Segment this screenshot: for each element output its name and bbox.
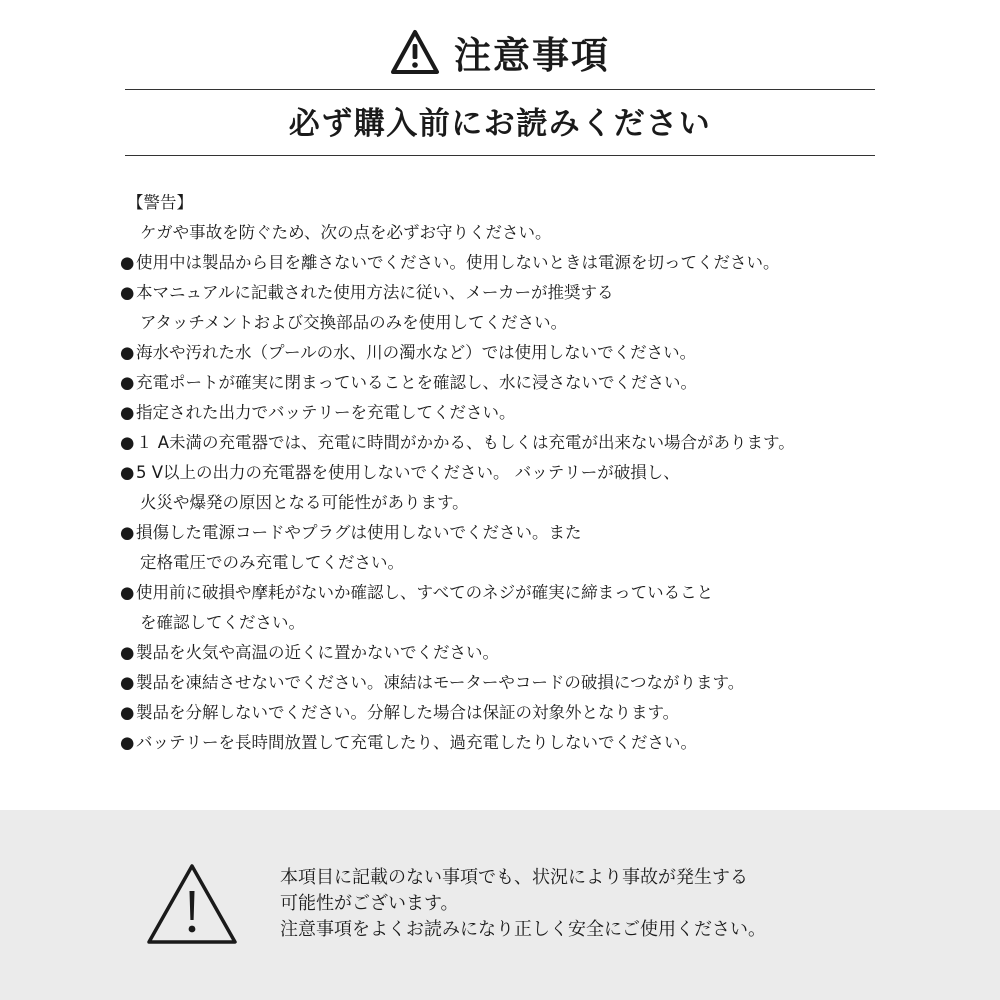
warning-item	[120, 398, 900, 428]
bullet-icon: ●	[120, 463, 135, 482]
warning-text: 製品を分解しないでください。分解した場合は保証の対象外となります。	[136, 703, 680, 722]
warning-text: 製品を火気や高温の近くに置かないでください。	[136, 643, 499, 662]
warning-text: 使用中は製品から目を離さないでください。使用しないときは電源を切ってください。	[136, 253, 780, 272]
bullet-icon: ●	[120, 253, 135, 272]
warning-item-continuation	[120, 308, 900, 338]
page-header	[0, 22, 1000, 82]
warning-item	[120, 578, 900, 608]
warning-text: 海水や汚れた水（プールの水、川の濁水など）では使用しないでください。	[136, 343, 697, 362]
notice-panel	[0, 810, 1000, 1000]
page-subtitle: 必ず購入前にお読みください	[288, 106, 712, 142]
notice-text	[280, 865, 900, 943]
warning-item	[120, 368, 900, 398]
bullet-icon: ●	[120, 673, 135, 692]
bullet-icon: ●	[120, 283, 135, 302]
notice-line: 本項目に記載のない事項でも、状況により事故が発生する	[280, 867, 748, 888]
warning-item	[120, 248, 900, 278]
warning-item	[120, 458, 900, 488]
warning-text: 指定された出力でバッテリーを充電してください。	[136, 403, 516, 422]
warning-triangle-icon	[390, 29, 440, 75]
warning-item-continuation	[120, 488, 900, 518]
title-divider-bottom	[125, 155, 875, 156]
bullet-icon: ●	[120, 583, 135, 602]
bullet-icon: ●	[120, 433, 135, 452]
warning-text: 充電ポートが確実に閉まっていることを確認し、水に浸さないでください。	[136, 373, 697, 392]
warning-item-continuation	[120, 608, 900, 638]
warning-text: バッテリーを長時間放置して充電したり、過充電したりしないでください。	[136, 733, 697, 752]
warning-item	[120, 668, 900, 698]
warning-item	[120, 698, 900, 728]
page-title: 注意事項	[454, 34, 610, 77]
bullet-icon: ●	[120, 643, 135, 662]
warning-text: アタッチメントおよび交換部品のみを使用してください。	[140, 313, 568, 332]
bullet-icon: ●	[120, 403, 135, 422]
notice-line: 可能性がございます。	[280, 893, 459, 914]
warning-item	[120, 338, 900, 368]
warning-item-continuation	[120, 548, 900, 578]
warning-text: 5 V以上の出力の充電器を使用しないでください。 バッテリーが破損し、	[136, 463, 680, 482]
warning-triangle-icon	[145, 862, 239, 950]
warning-text: 損傷した電源コードやプラグは使用しないでください。また	[136, 523, 582, 542]
section-label: 【警告】	[127, 193, 193, 212]
warning-item	[120, 728, 900, 758]
bullet-icon: ●	[120, 703, 135, 722]
bullet-icon: ●	[120, 373, 135, 392]
warning-text: １ A未満の充電器では、充電に時間がかかる、もしくは充電が出来ない場合があります。	[136, 433, 795, 452]
bullet-icon: ●	[120, 523, 135, 542]
warning-list	[120, 188, 900, 758]
warning-item	[120, 428, 900, 458]
warning-item	[120, 518, 900, 548]
warning-text: 定格電圧でのみ充電してください。	[140, 553, 404, 572]
warning-text: 使用前に破損や摩耗がないか確認し、すべてのネジが確実に締まっていること	[136, 583, 714, 602]
warning-item	[120, 638, 900, 668]
title-divider-top	[125, 89, 875, 90]
warning-intro: ケガや事故を防ぐため、次の点を必ずお守りください。	[140, 223, 552, 242]
notice-line: 注意事項をよくお読みになり正しく安全にご使用ください。	[280, 919, 766, 940]
warning-items	[120, 248, 900, 758]
warning-text: 製品を凍結させないでください。凍結はモーターやコードの破損につながります。	[136, 673, 745, 692]
warning-text: を確認してください。	[140, 613, 305, 632]
warning-text: 本マニュアルに記載された使用方法に従い、メーカーが推奨する	[136, 283, 614, 302]
bullet-icon: ●	[120, 733, 135, 752]
warning-item	[120, 278, 900, 308]
bullet-icon: ●	[120, 343, 135, 362]
warning-text: 火災や爆発の原因となる可能性があります。	[140, 493, 469, 512]
